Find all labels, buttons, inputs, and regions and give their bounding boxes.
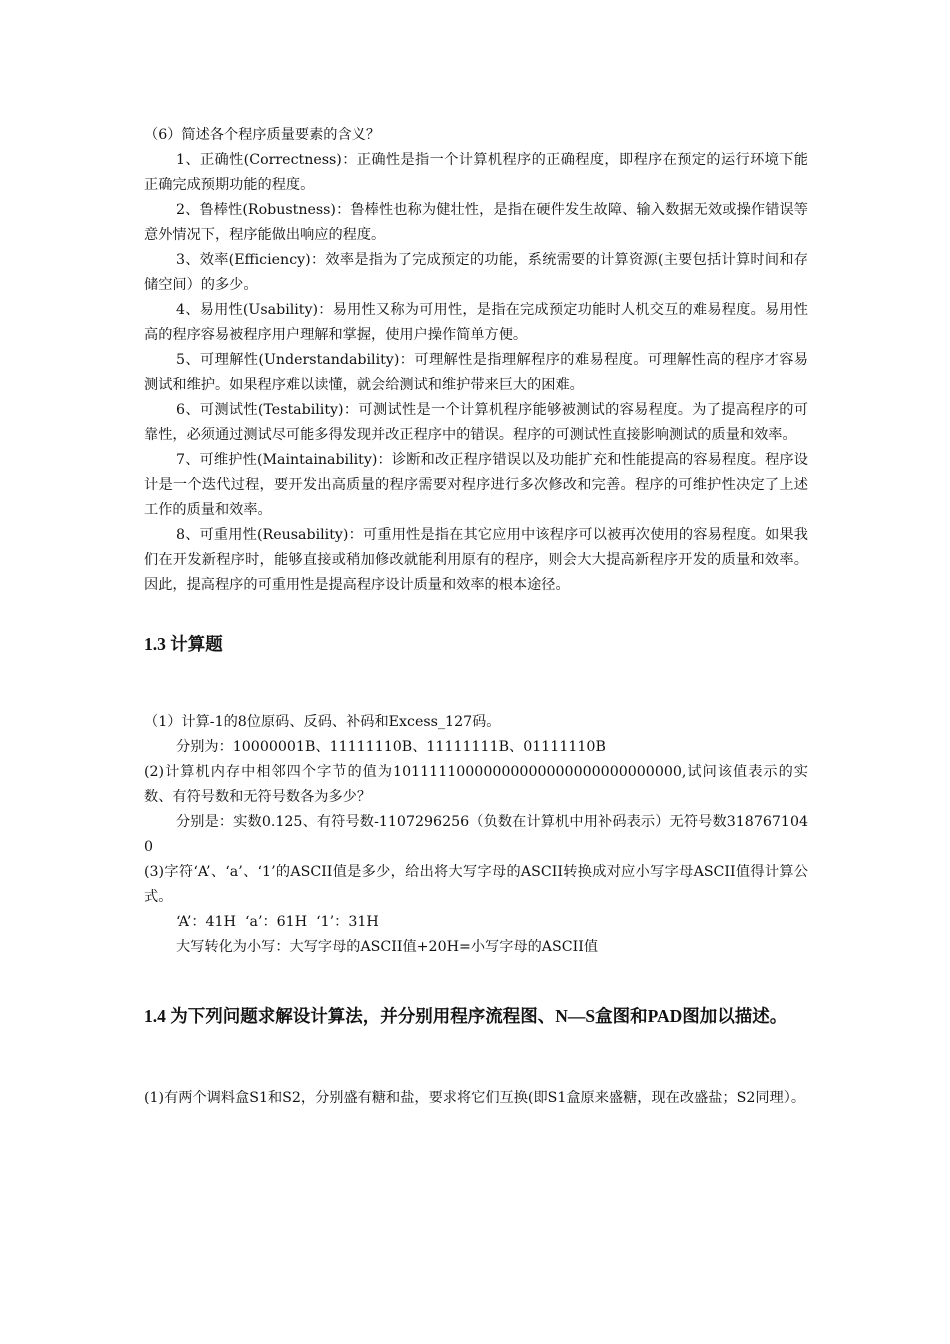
calc-answer-1: 分别为：10000001B、11111110B、11111111B、01111110B: [176, 739, 606, 755]
quality-item-efficiency: 3、效率(Efficiency)：效率是指为了完成预定的功能，系统需要的计算资源(主要包括计算时间和存储空间）的多少。: [144, 252, 808, 293]
calc-answer-3-formula: 大写转化为小写：大写字母的ASCII值+20H=小写字母的ASCII值: [176, 939, 599, 955]
quality-item-maintainability: 7、可维护性(Maintainability)：诊断和改正程序错误以及功能扩充和性能提高的容易程度。程序设计是一个迭代过程，要开发出高质量的程序需要对程序进行多次修改和完善。程序的可维护性决定了上述工作的质量和效率。: [144, 452, 808, 518]
calc-question-3: (3)字符‘A’、‘a’、‘1’的ASCII值是多少，给出将大写字母的ASCII转换成对应小写字母ASCII值得计算公式。: [144, 864, 808, 905]
quality-item-robustness: 2、鲁棒性(Robustness)：鲁棒性也称为健壮性，是指在硬件发生故障、输入数据无效或操作错误等意外情况下，程序能做出响应的程度。: [144, 202, 808, 243]
algorithm-question-1: (1)有两个调料盒S1和S2，分别盛有糖和盐，要求将它们互换(即S1盒原来盛糖，现在改盛盐；S2同理）。: [144, 1090, 806, 1106]
calc-question-2: (2)计算机内存中相邻四个字节的值为10111110000000000000000000000000,试问该值表示的实数、有符号数和无符号数各为多少？: [144, 764, 808, 805]
quality-item-understandability: 5、可理解性(Understandability)：可理解性是指理解程序的难易程度。可理解性高的程序才容易测试和维护。如果程序难以读懂，就会给测试和维护带来巨大的困难。: [144, 352, 808, 393]
section-heading-1-4: 1.4 为下列问题求解设计算法，并分别用程序流程图、N—S盒图和PAD图加以描述。: [144, 1006, 788, 1026]
quality-item-testability: 6、可测试性(Testability)：可测试性是一个计算机程序能够被测试的容易程度。为了提高程序的可靠性，必须通过测试尽可能多得发现并改正程序中的错误。程序的可测试性直接影响测试的质量和效率。: [144, 402, 808, 443]
calc-question-1: （1）计算-1的8位原码、反码、补码和Excess_127码。: [144, 714, 501, 730]
question-6: （6）简述各个程序质量要素的含义？: [144, 127, 381, 143]
page-content: [144, 123, 808, 1111]
quality-item-correctness: 1、正确性(Correctness)：正确性是指一个计算机程序的正确程度，即程序在预定的运行环境下能正确完成预期功能的程度。: [144, 152, 808, 193]
spacer: [144, 1046, 808, 1086]
calc-answer-3-values: ‘A’：41H ‘a’：61H ‘1’：31H: [176, 914, 379, 930]
quality-item-reusability: 8、可重用性(Reusability)：可重用性是指在其它应用中该程序可以被再次使用的容易程度。如果我们在开发新程序时，能够直接或稍加修改就能利用原有的程序，则会大大提高新程序开发的质量和效率。因此，提高程序的可重用性是提高程序设计质量和效率的根本途径。: [144, 527, 808, 593]
calc-answer-2: 分别是：实数0.125、有符号数-1107296256（负数在计算机中用补码表示）无符号数3187671040: [144, 814, 808, 855]
quality-item-usability: 4、易用性(Usability)：易用性又称为可用性，是指在完成预定功能时人机交互的难易程度。易用性高的程序容易被程序用户理解和掌握，使用户操作简单方便。: [144, 302, 808, 343]
section-heading-1-3: 1.3 计算题: [144, 634, 223, 654]
